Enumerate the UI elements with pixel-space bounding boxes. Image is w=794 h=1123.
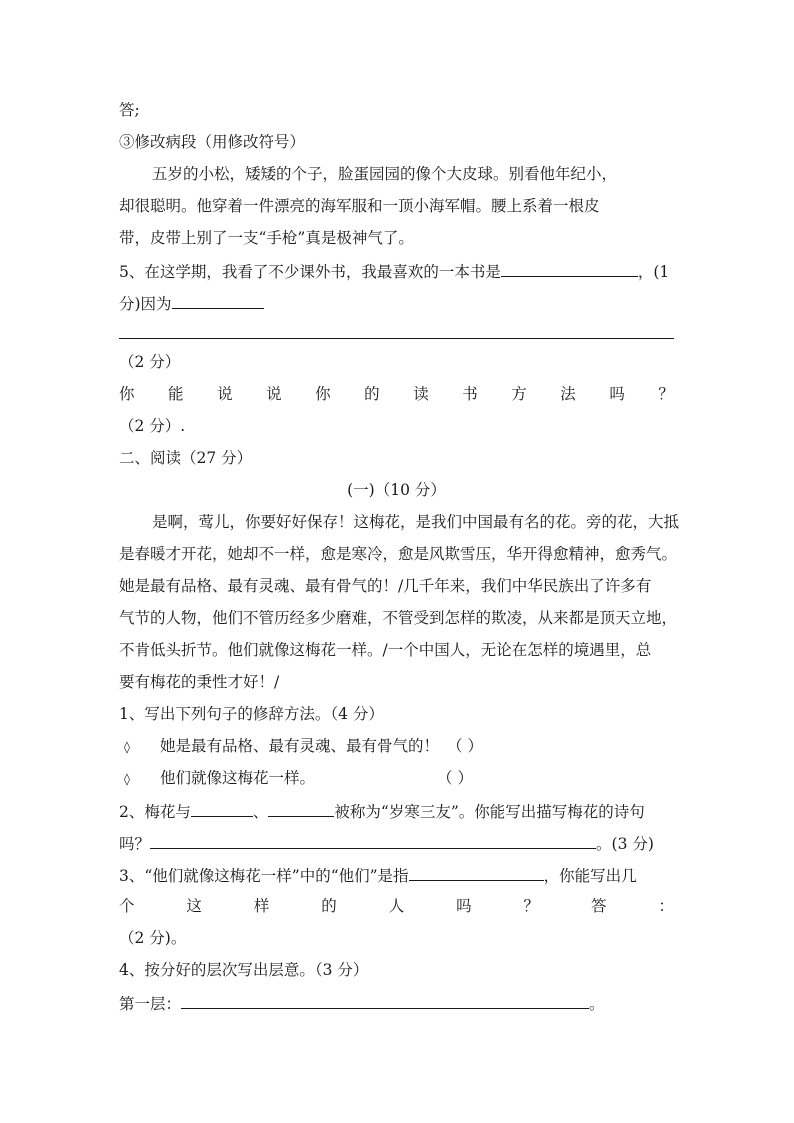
question-3-char: ？ bbox=[523, 897, 540, 915]
poem-blank[interactable] bbox=[150, 832, 596, 849]
diamond-bullet-icon: ◊ bbox=[124, 740, 130, 754]
question-5-score: （2 分） bbox=[119, 353, 181, 371]
question-3-title: ③修改病段（用修改符号） bbox=[119, 133, 306, 151]
method-char: 吗 bbox=[609, 385, 625, 403]
question-5-because: 分)因为 bbox=[119, 295, 172, 313]
passage-line-1: 五岁的小松，矮矮的个子，脸蛋园园的像个大皮球。别看他年纪小， bbox=[152, 165, 618, 183]
layer-1-label: 第一层： bbox=[119, 995, 182, 1013]
reading-passage-line-3: 她是最有品格、最有灵魂、最有骨气的！/几千年来，我们中华民族出了许多有 bbox=[119, 577, 652, 595]
question-3-char: 个 bbox=[119, 897, 135, 915]
method-char: 能 bbox=[168, 385, 184, 403]
passage-line-3: 带，皮带上别了一支“手枪”真是极神气了。 bbox=[119, 229, 414, 247]
reading-passage-line-5: 不肯低头折节。他们就像这梅花一样。/一个中国人，无论在怎样的境遇里，总 bbox=[119, 641, 652, 659]
question-3-score: （2 分)。 bbox=[119, 929, 187, 947]
answer-parentheses[interactable]: （ ） bbox=[437, 769, 473, 787]
method-char: 方 bbox=[511, 385, 527, 403]
question-3-line-1 bbox=[119, 864, 637, 884]
reading-passage-line-2: 是春暖才开花，她却不一样，愈是寒冷，愈是风欺雪压，华开得愈精神，愈秀气。 bbox=[119, 545, 678, 563]
rhetoric-item-1 bbox=[124, 736, 483, 756]
subsection-heading: (一)（10 分） bbox=[347, 481, 446, 499]
method-char: 书 bbox=[462, 385, 478, 403]
question-4-title: 4、按分好的层次写出层意。（3 分） bbox=[119, 961, 369, 979]
question-5-line-1 bbox=[119, 260, 669, 280]
passage-line-2: 却很聪明。他穿着一件漂亮的海军服和一顶小海军帽。腰上系着一根皮 bbox=[119, 197, 600, 215]
method-char: ？ bbox=[658, 385, 674, 403]
reading-passage-line-4: 气节的人物，他们不管历经多少磨难，不管受到怎样的欺凌，从来都是顶天立地， bbox=[119, 609, 678, 627]
plant-blank-1[interactable] bbox=[191, 800, 253, 817]
question-2-line-2 bbox=[119, 832, 654, 852]
question-3-char: 这 bbox=[186, 897, 202, 915]
section-heading: 二、阅读（27 分） bbox=[119, 449, 253, 467]
question-3-line-2 bbox=[119, 896, 674, 916]
plant-blank-2[interactable] bbox=[268, 800, 334, 817]
question-3-char: 的 bbox=[321, 897, 337, 915]
they-refer-blank[interactable] bbox=[409, 864, 544, 881]
method-char: 说 bbox=[217, 385, 233, 403]
question-3-char: 样 bbox=[253, 897, 270, 915]
layer-1-blank[interactable] bbox=[181, 992, 589, 1009]
answer-label: 答; bbox=[119, 101, 140, 119]
diamond-bullet-icon: ◊ bbox=[124, 772, 130, 786]
rhetoric-sentence: 他们就像这梅花一样。 bbox=[160, 769, 316, 787]
rhetoric-sentence: 她是最有品格、最有灵魂、最有骨气的！ bbox=[160, 737, 440, 755]
reading-method-question bbox=[119, 384, 674, 404]
reading-passage-line-1: 是啊，莺儿，你要好好保存！这梅花，是我们中国最有名的花。旁的花，大抵 bbox=[152, 513, 680, 531]
question-3-char: 人 bbox=[388, 897, 405, 915]
question-2-suffix: 被称为“岁寒三友”。你能写出描写梅花的诗句 bbox=[334, 803, 645, 821]
rhetoric-item-2 bbox=[124, 768, 473, 788]
question-2-prefix: 2、梅花与 bbox=[119, 803, 191, 821]
method-char: 你 bbox=[119, 385, 135, 403]
question-2-line2-prefix: 吗？ bbox=[119, 835, 151, 853]
method-char: 读 bbox=[413, 385, 429, 403]
question-3-suffix: ，你能写出几 bbox=[543, 867, 637, 885]
question-5-line-2 bbox=[119, 292, 264, 312]
question-5-score-start: ，(1 bbox=[637, 263, 670, 281]
question-2-score: 。(3 分) bbox=[596, 835, 654, 853]
reading-method-score: （2 分）. bbox=[119, 417, 186, 435]
method-char: 的 bbox=[364, 385, 380, 403]
answer-parentheses[interactable]: （ ） bbox=[447, 737, 483, 755]
reason-blank[interactable] bbox=[172, 292, 264, 309]
layer-1-end: 。 bbox=[589, 995, 605, 1013]
method-char: 法 bbox=[560, 385, 576, 403]
answer-rule-line[interactable] bbox=[119, 338, 674, 339]
question-3-char: ： bbox=[658, 897, 674, 915]
question-2-line-1 bbox=[119, 800, 645, 820]
question-3-char: 吗 bbox=[456, 897, 472, 915]
method-char: 你 bbox=[315, 385, 331, 403]
question-3-char: 答 bbox=[590, 897, 607, 915]
question-2-separator: 、 bbox=[252, 803, 269, 821]
method-char: 说 bbox=[266, 385, 282, 403]
book-name-blank[interactable] bbox=[501, 260, 638, 277]
question-3-prefix: 3、“他们就像这梅花一样”中的“他们”是指 bbox=[119, 867, 409, 885]
layer-1-answer-line bbox=[119, 992, 605, 1012]
question-5-text: 5、在这学期，我看了不少课外书，我最喜欢的一本书是 bbox=[119, 263, 501, 281]
question-1-title: 1、写出下列句子的修辞方法。（4 分） bbox=[119, 705, 384, 723]
reading-passage-line-6: 要有梅花的秉性才好！/ bbox=[119, 673, 280, 691]
